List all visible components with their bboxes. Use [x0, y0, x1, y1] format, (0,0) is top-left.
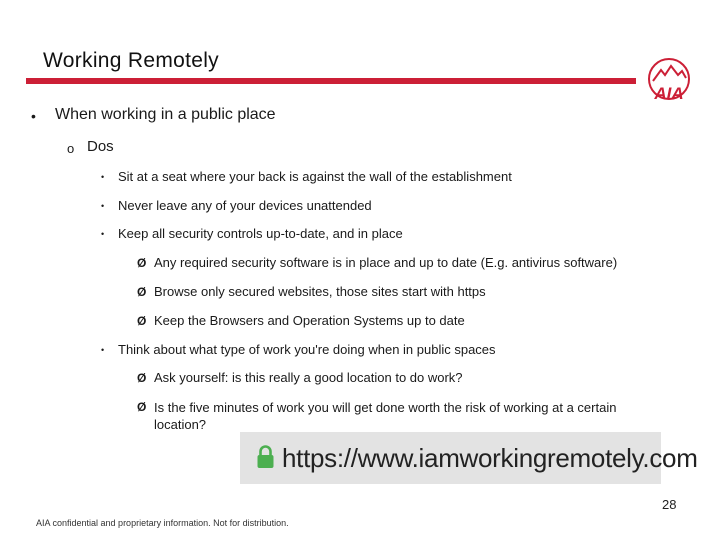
logo-text: AIA: [654, 84, 684, 102]
bullet-marker: •: [101, 201, 105, 211]
arrow-bullet-icon: Ø: [137, 400, 147, 414]
page-number: 28: [662, 497, 677, 512]
list-item: Never leave any of your devices unattended: [118, 198, 372, 213]
url-banner-image: [240, 432, 698, 484]
list-item: Keep all security controls up-to-date, and in place: [118, 226, 403, 241]
slide-title: Working Remotely: [43, 49, 219, 72]
arrow-bullet-icon: Ø: [137, 371, 147, 385]
bullet-marker: •: [31, 108, 36, 124]
list-item: Keep the Browsers and Operation Systems up to date: [154, 313, 465, 328]
lock-icon: [257, 445, 274, 469]
list-item: Any required security software is in place and up to date (E.g. antivirus software): [154, 255, 618, 270]
list-item: Ask yourself: is this really a good location to do work?: [154, 370, 463, 385]
bullet-level1-text: When working in a public place: [55, 106, 276, 123]
list-item: Is the five minutes of work you will get done worth the risk of working at a certain location?: [154, 400, 617, 432]
arrow-bullet-icon: Ø: [137, 314, 147, 328]
arrow-bullet-icon: Ø: [137, 256, 147, 270]
url-text: https://www.iamworkingremotely.com: [282, 443, 698, 473]
bullet-marker: o: [67, 141, 75, 156]
bullet-level2-text: Dos: [87, 138, 114, 155]
bullet-marker: •: [101, 172, 105, 182]
arrow-bullet-icon: Ø: [137, 285, 147, 299]
confidentiality-footer: AIA confidential and proprietary information. Not for distribution.: [36, 518, 289, 528]
title-divider: [26, 78, 636, 84]
list-item: Think about what type of work you're doing when in public spaces: [118, 342, 496, 357]
list-item: Browse only secured websites, those sites start with https: [154, 284, 486, 299]
bullet-marker: •: [101, 345, 105, 355]
aia-logo-icon: [644, 56, 694, 102]
list-item: Sit at a seat where your back is against the wall of the establishment: [118, 169, 512, 184]
bullet-marker: •: [101, 229, 105, 239]
